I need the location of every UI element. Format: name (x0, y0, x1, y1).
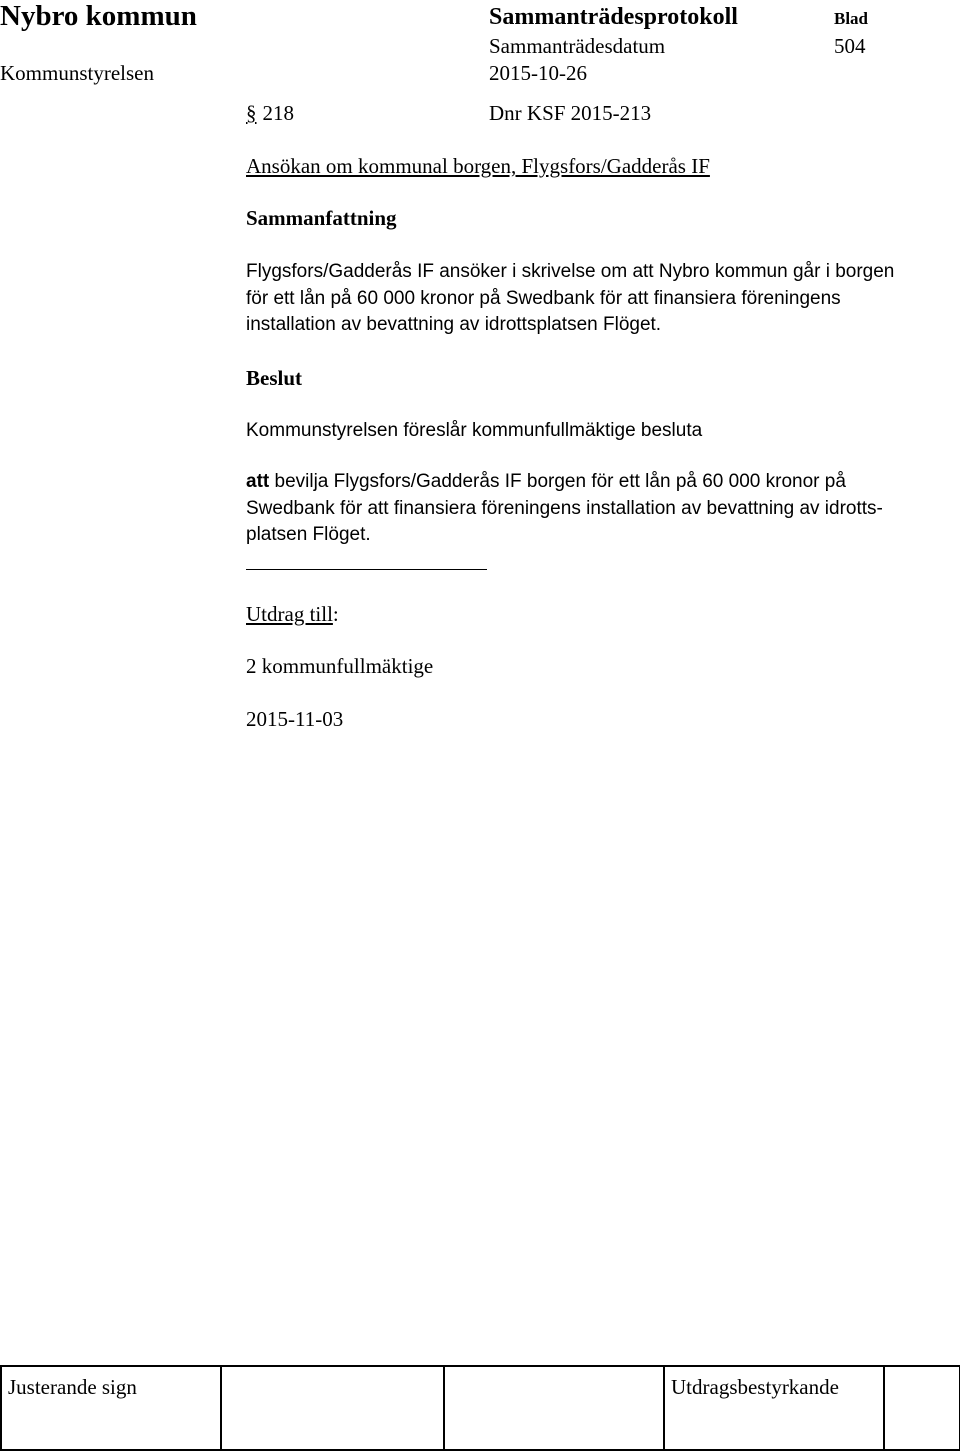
meeting-date-label: Sammanträdesdatum (489, 34, 666, 58)
paragraph-number (246, 101, 294, 125)
decision-line: Swedbank för att finansiera föreningens installation av bevattning av idrotts- (246, 497, 883, 519)
signature-cell-label (222, 1367, 443, 1375)
separator-line (246, 569, 487, 570)
signature-cell (884, 1366, 960, 1450)
decision-heading: Beslut (246, 366, 303, 390)
decision-line: platsen Flöget. (246, 524, 371, 545)
case-number: Dnr KSF 2015-213 (489, 101, 652, 125)
extract-date: 2015-11-03 (246, 707, 344, 731)
decision-proposal: Kommunstyrelsen föreslår kommunfullmäktige besluta (246, 420, 703, 441)
signature-cell-label: Justerande sign (8, 1375, 137, 1399)
signature-cell (444, 1366, 664, 1450)
document-type: Sammanträdesprotokoll (489, 4, 738, 30)
signature-row (1, 1366, 960, 1450)
decision-text (246, 469, 883, 549)
summary-line: för ett lån på 60 000 kronor på Swedbank för att finansiera föreningens (246, 287, 841, 309)
page-number: 504 (834, 34, 866, 58)
extract-label-text: Utdrag till (246, 602, 333, 626)
signature-cell-justerande (1, 1366, 221, 1450)
signature-cell-utdragsbestyrkande (664, 1366, 884, 1450)
extract-label-colon: : (332, 602, 339, 626)
paragraph-number-value: 218 (262, 101, 294, 125)
signature-cell (221, 1366, 444, 1450)
item-subject: Ansökan om kommunal borgen, Flygsfors/Gadderås IF (246, 154, 710, 178)
signature-table (0, 1365, 960, 1451)
extract-label (246, 601, 339, 627)
signature-cell-label (445, 1367, 663, 1375)
summary-line: installation av bevattning av idrottsplatsen Flöget. (246, 314, 662, 335)
meeting-date: 2015-10-26 (489, 61, 587, 85)
municipality-name: Nybro kommun (0, 0, 197, 32)
signature-cell-label: Utdragsbestyrkande (671, 1375, 839, 1399)
summary-line: Flygsfors/Gadderås IF ansöker i skrivelse om att Nybro kommun går i borgen (246, 261, 895, 282)
att-keyword: att (246, 471, 270, 492)
decision-line-rest: bevilja Flygsfors/Gadderås IF borgen för ett lån på 60 000 kronor på (269, 471, 846, 492)
page-label: Blad (834, 9, 869, 28)
signature-cell-label (885, 1367, 959, 1375)
summary-heading: Sammanfattning (246, 206, 397, 230)
section-symbol: § (246, 101, 257, 125)
extract-recipient: 2 kommunfullmäktige (246, 654, 434, 678)
committee-name: Kommunstyrelsen (0, 61, 154, 85)
decision-line (246, 469, 883, 496)
summary-text (246, 259, 960, 339)
